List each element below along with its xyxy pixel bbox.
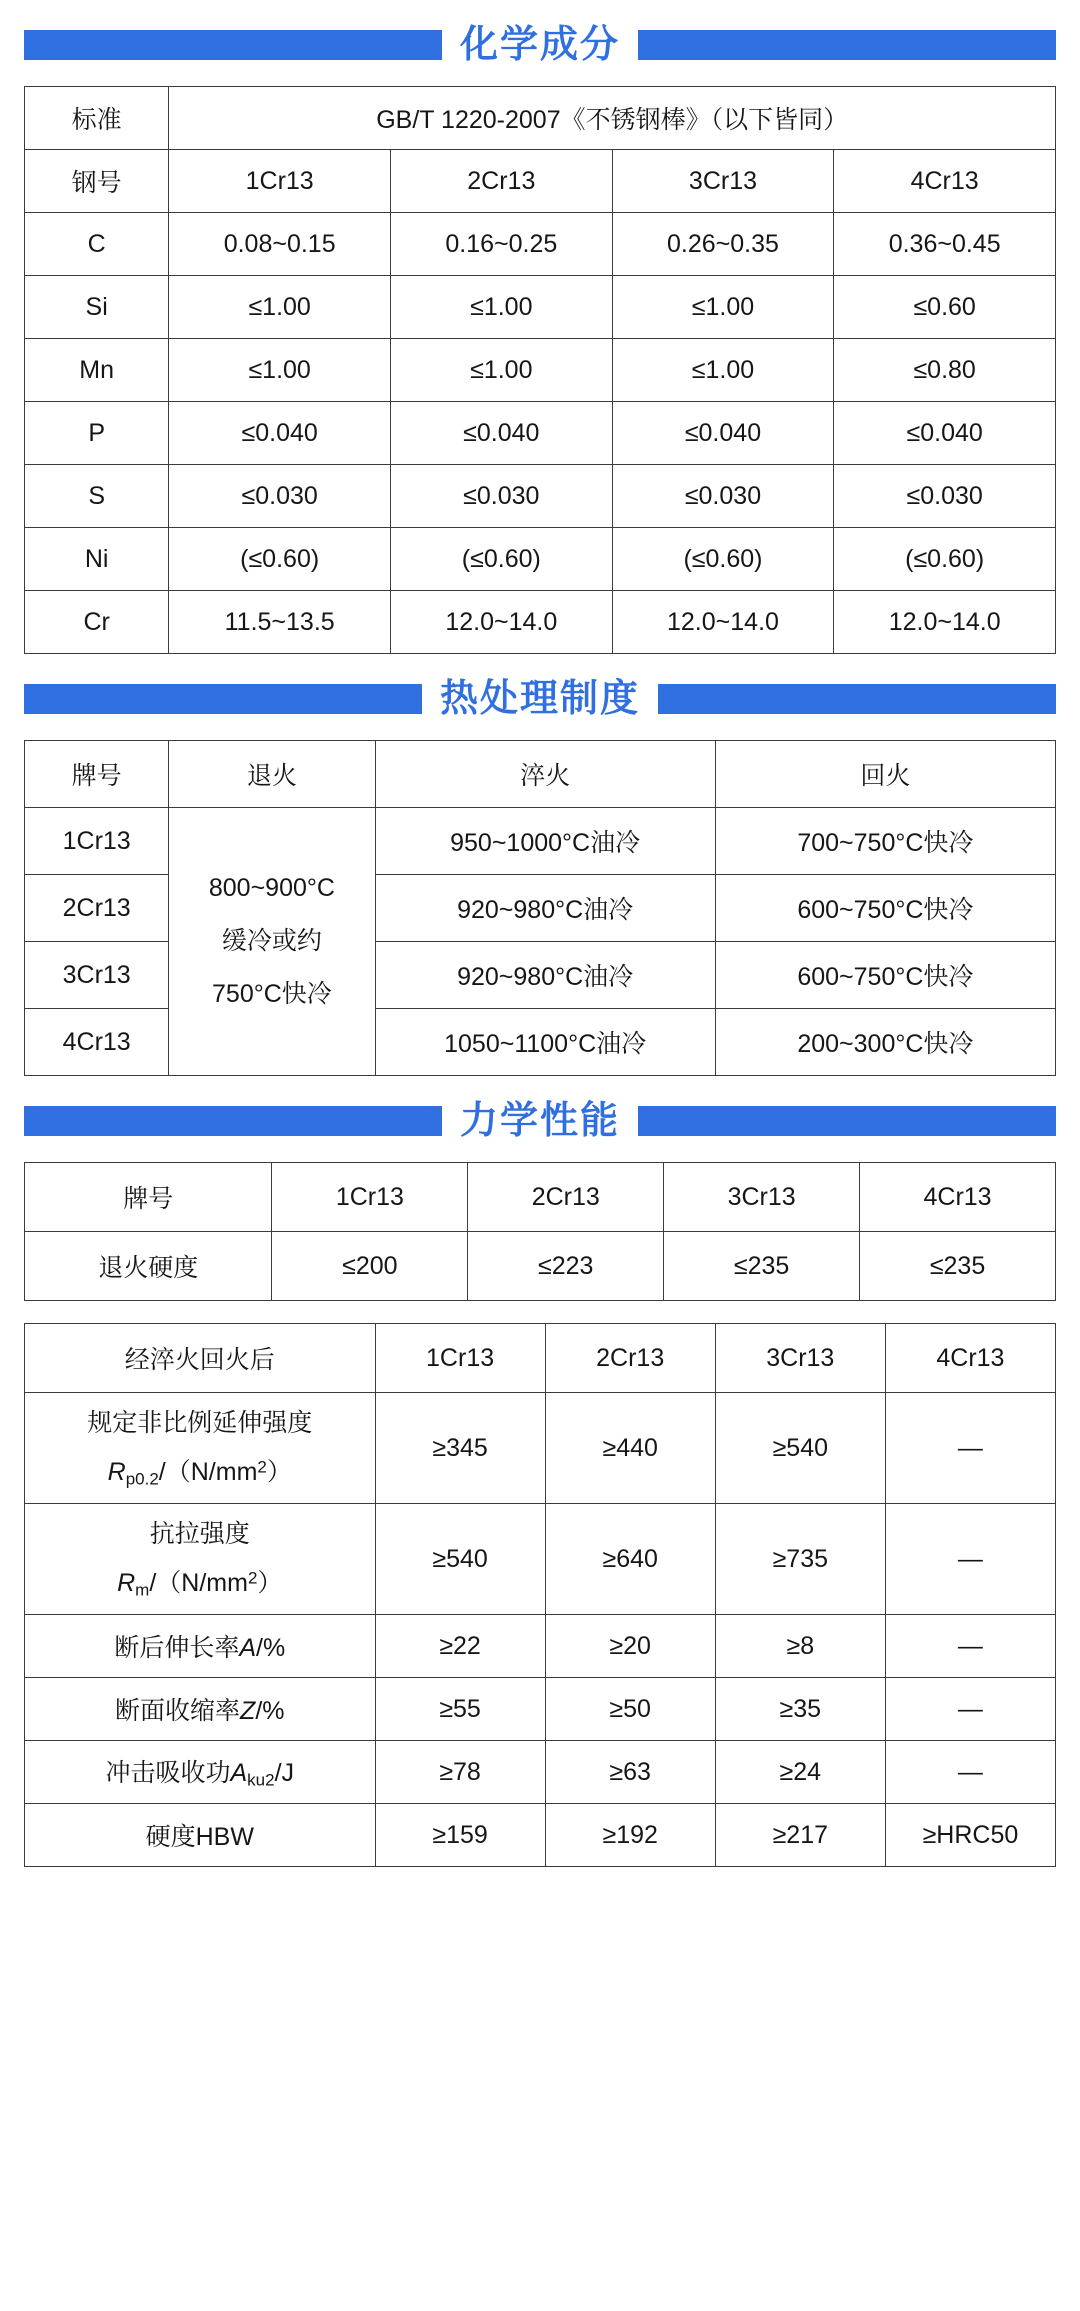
heat-quench: 920~980°C油冷	[375, 875, 715, 942]
grade-3: 3Cr13	[612, 150, 834, 213]
element-value: 12.0~14.0	[612, 591, 834, 654]
section-title-chemical: 化学成分	[460, 24, 621, 66]
table-row	[25, 808, 1056, 875]
symbol-superscript: 2	[257, 1456, 267, 1476]
accent-bar-right	[638, 30, 1056, 60]
accent-bar-left	[24, 1106, 442, 1136]
property-value: ≥35	[715, 1678, 885, 1741]
table-row	[25, 1232, 1056, 1301]
symbol-unit: /（N/mm	[149, 1568, 248, 1597]
standard-value: GB/T 1220-2007《不锈钢棒》（以下皆同）	[169, 87, 1056, 150]
element-label: P	[25, 402, 169, 465]
element-value: ≤0.040	[612, 402, 834, 465]
table-row	[25, 213, 1056, 276]
element-value: ≤0.80	[834, 339, 1056, 402]
table-row	[25, 150, 1056, 213]
element-value: ≤1.00	[612, 276, 834, 339]
anneal-hardness-value: ≤235	[664, 1232, 860, 1301]
annealed-hardness-table	[24, 1162, 1056, 1301]
property-value: ≥78	[375, 1741, 545, 1804]
property-unit: /%	[255, 1697, 285, 1725]
property-value: ≥192	[545, 1804, 715, 1867]
anneal-line-1: 800~900°C	[208, 874, 335, 903]
property-value: ≥55	[375, 1678, 545, 1741]
section-header-mechanical	[24, 1098, 1056, 1144]
grade-2: 2Cr13	[390, 150, 612, 213]
element-value: ≤1.00	[612, 339, 834, 402]
symbol-superscript: 2	[247, 1567, 258, 1587]
anneal-condition	[169, 808, 375, 1076]
property-value: —	[885, 1678, 1055, 1741]
property-value: —	[885, 1504, 1055, 1615]
grade-1: 1Cr13	[375, 1324, 545, 1393]
symbol-z: Z	[240, 1697, 256, 1725]
element-value: 12.0~14.0	[390, 591, 612, 654]
table-row	[25, 1393, 1056, 1504]
chemical-composition-table	[24, 86, 1056, 654]
property-value: ≥159	[375, 1804, 545, 1867]
heat-quench: 950~1000°C油冷	[375, 808, 715, 875]
table-row	[25, 1741, 1056, 1804]
anneal-hardness-value: ≤235	[860, 1232, 1056, 1301]
property-name-rm	[25, 1504, 376, 1615]
symbol-subscript: m	[135, 1579, 150, 1599]
property-value: ≥345	[375, 1393, 545, 1504]
table-row	[25, 276, 1056, 339]
table-row	[25, 465, 1056, 528]
element-value: ≤0.030	[169, 465, 391, 528]
property-line-2	[29, 1564, 371, 1604]
element-label: C	[25, 213, 169, 276]
element-value: 0.08~0.15	[169, 213, 391, 276]
property-value: ≥24	[715, 1741, 885, 1804]
heat-temper: 700~750°C快冷	[715, 808, 1055, 875]
symbol-unit-close: ）	[257, 1568, 283, 1597]
quenched-tempered-properties-table	[24, 1323, 1056, 1867]
property-line-1: 抗拉强度	[149, 1519, 250, 1548]
accent-bar-left	[24, 684, 422, 714]
section-header-heat	[24, 676, 1056, 722]
element-value: ≤0.040	[834, 402, 1056, 465]
element-value: ≤1.00	[169, 339, 391, 402]
anneal-hardness-value: ≤200	[272, 1232, 468, 1301]
heat-grade: 3Cr13	[25, 942, 169, 1009]
heat-temper: 600~750°C快冷	[715, 875, 1055, 942]
property-line-1: 规定非比例延伸强度	[87, 1408, 313, 1437]
property-value: —	[885, 1741, 1055, 1804]
table-row	[25, 1804, 1056, 1867]
property-name-impact	[25, 1741, 376, 1804]
element-value: 11.5~13.5	[169, 591, 391, 654]
element-value: 0.16~0.25	[390, 213, 612, 276]
symbol-r: R	[107, 1457, 126, 1486]
accent-bar-left	[24, 30, 442, 60]
heat-header-quench: 淬火	[375, 741, 715, 808]
table-row	[25, 528, 1056, 591]
table-row	[25, 591, 1056, 654]
symbol-unit: /（N/mm	[158, 1457, 258, 1486]
element-label: Cr	[25, 591, 169, 654]
table-row	[25, 1504, 1056, 1615]
property-value: ≥640	[545, 1504, 715, 1615]
element-value: ≤0.030	[834, 465, 1056, 528]
table-row	[25, 402, 1056, 465]
property-label: 断后伸长率	[114, 1634, 240, 1662]
property-value: ≥22	[375, 1615, 545, 1678]
anneal-hardness-label: 退火硬度	[25, 1232, 272, 1301]
grade-label: 钢号	[25, 150, 169, 213]
property-unit: /%	[256, 1634, 286, 1662]
heat-header-anneal: 退火	[169, 741, 375, 808]
property-value: ≥8	[715, 1615, 885, 1678]
property-line-2	[29, 1453, 371, 1493]
element-value: 0.26~0.35	[612, 213, 834, 276]
heat-grade: 1Cr13	[25, 808, 169, 875]
table-row	[25, 741, 1056, 808]
element-value: (≤0.60)	[169, 528, 391, 591]
grade-2: 2Cr13	[545, 1324, 715, 1393]
section-header-chemical	[24, 22, 1056, 68]
element-value: ≤0.040	[169, 402, 391, 465]
element-value: (≤0.60)	[390, 528, 612, 591]
property-label: 硬度HBW	[145, 1823, 254, 1851]
heat-temper: 200~300°C快冷	[715, 1009, 1055, 1076]
table-row	[25, 1324, 1056, 1393]
heat-grade: 2Cr13	[25, 875, 169, 942]
symbol-unit-close: ）	[266, 1457, 292, 1486]
grade-1: 1Cr13	[169, 150, 391, 213]
element-value: (≤0.60)	[612, 528, 834, 591]
symbol-r: R	[117, 1568, 136, 1597]
element-value: ≤0.030	[390, 465, 612, 528]
property-value: ≥50	[545, 1678, 715, 1741]
standard-label: 标准	[25, 87, 169, 150]
heat-quench: 920~980°C油冷	[375, 942, 715, 1009]
element-value: ≤1.00	[390, 339, 612, 402]
grade-1: 1Cr13	[272, 1163, 468, 1232]
element-value: ≤1.00	[390, 276, 612, 339]
table-row	[25, 1678, 1056, 1741]
element-label: S	[25, 465, 169, 528]
property-name-elongation	[25, 1615, 376, 1678]
symbol-a: A	[239, 1634, 257, 1662]
grade-4: 4Cr13	[885, 1324, 1055, 1393]
element-value: ≤0.60	[834, 276, 1056, 339]
table-row	[25, 339, 1056, 402]
heat-header-temper: 回火	[715, 741, 1055, 808]
anneal-line-3: 750°C快冷	[212, 979, 332, 1008]
property-value: ≥540	[375, 1504, 545, 1615]
heat-grade: 4Cr13	[25, 1009, 169, 1076]
grade-2: 2Cr13	[468, 1163, 664, 1232]
grade-label: 牌号	[25, 1163, 272, 1232]
element-label: Mn	[25, 339, 169, 402]
property-value: ≥735	[715, 1504, 885, 1615]
section-title-mechanical: 力学性能	[460, 1100, 621, 1142]
property-value: ≥440	[545, 1393, 715, 1504]
grade-3: 3Cr13	[715, 1324, 885, 1393]
symbol-subscript: p0.2	[125, 1468, 159, 1488]
element-value: ≤0.040	[390, 402, 612, 465]
property-value: ≥217	[715, 1804, 885, 1867]
accent-bar-right	[638, 1106, 1056, 1136]
grade-3: 3Cr13	[664, 1163, 860, 1232]
accent-bar-right	[658, 684, 1056, 714]
table-row	[25, 1163, 1056, 1232]
property-value: —	[885, 1615, 1055, 1678]
property-value: ≥540	[715, 1393, 885, 1504]
heat-quench: 1050~1100°C油冷	[375, 1009, 715, 1076]
property-label: 冲击吸收功	[105, 1759, 231, 1788]
property-unit: /J	[274, 1759, 295, 1788]
heat-temper: 600~750°C快冷	[715, 942, 1055, 1009]
symbol-subscript: ku2	[247, 1770, 275, 1790]
element-value: ≤0.030	[612, 465, 834, 528]
anneal-line-2: 缓冷或约	[221, 927, 322, 956]
element-label: Ni	[25, 528, 169, 591]
symbol-a: A	[230, 1759, 248, 1788]
property-value: —	[885, 1393, 1055, 1504]
property-label: 断面收缩率	[115, 1697, 241, 1725]
property-name-reduction	[25, 1678, 376, 1741]
mech-header-label: 经淬火回火后	[25, 1324, 376, 1393]
property-name-hardness	[25, 1804, 376, 1867]
document-page	[0, 22, 1080, 1887]
element-value: ≤1.00	[169, 276, 391, 339]
property-value: ≥63	[545, 1741, 715, 1804]
property-value: ≥HRC50	[885, 1804, 1055, 1867]
section-title-heat: 热处理制度	[440, 678, 641, 720]
property-value: ≥20	[545, 1615, 715, 1678]
element-value: (≤0.60)	[834, 528, 1056, 591]
heat-header-grade: 牌号	[25, 741, 169, 808]
grade-4: 4Cr13	[834, 150, 1056, 213]
table-row	[25, 87, 1056, 150]
element-value: 12.0~14.0	[834, 591, 1056, 654]
table-row	[25, 1615, 1056, 1678]
anneal-hardness-value: ≤223	[468, 1232, 664, 1301]
element-value: 0.36~0.45	[834, 213, 1056, 276]
grade-4: 4Cr13	[860, 1163, 1056, 1232]
property-name-rp02	[25, 1393, 376, 1504]
heat-treatment-table	[24, 740, 1056, 1076]
element-label: Si	[25, 276, 169, 339]
